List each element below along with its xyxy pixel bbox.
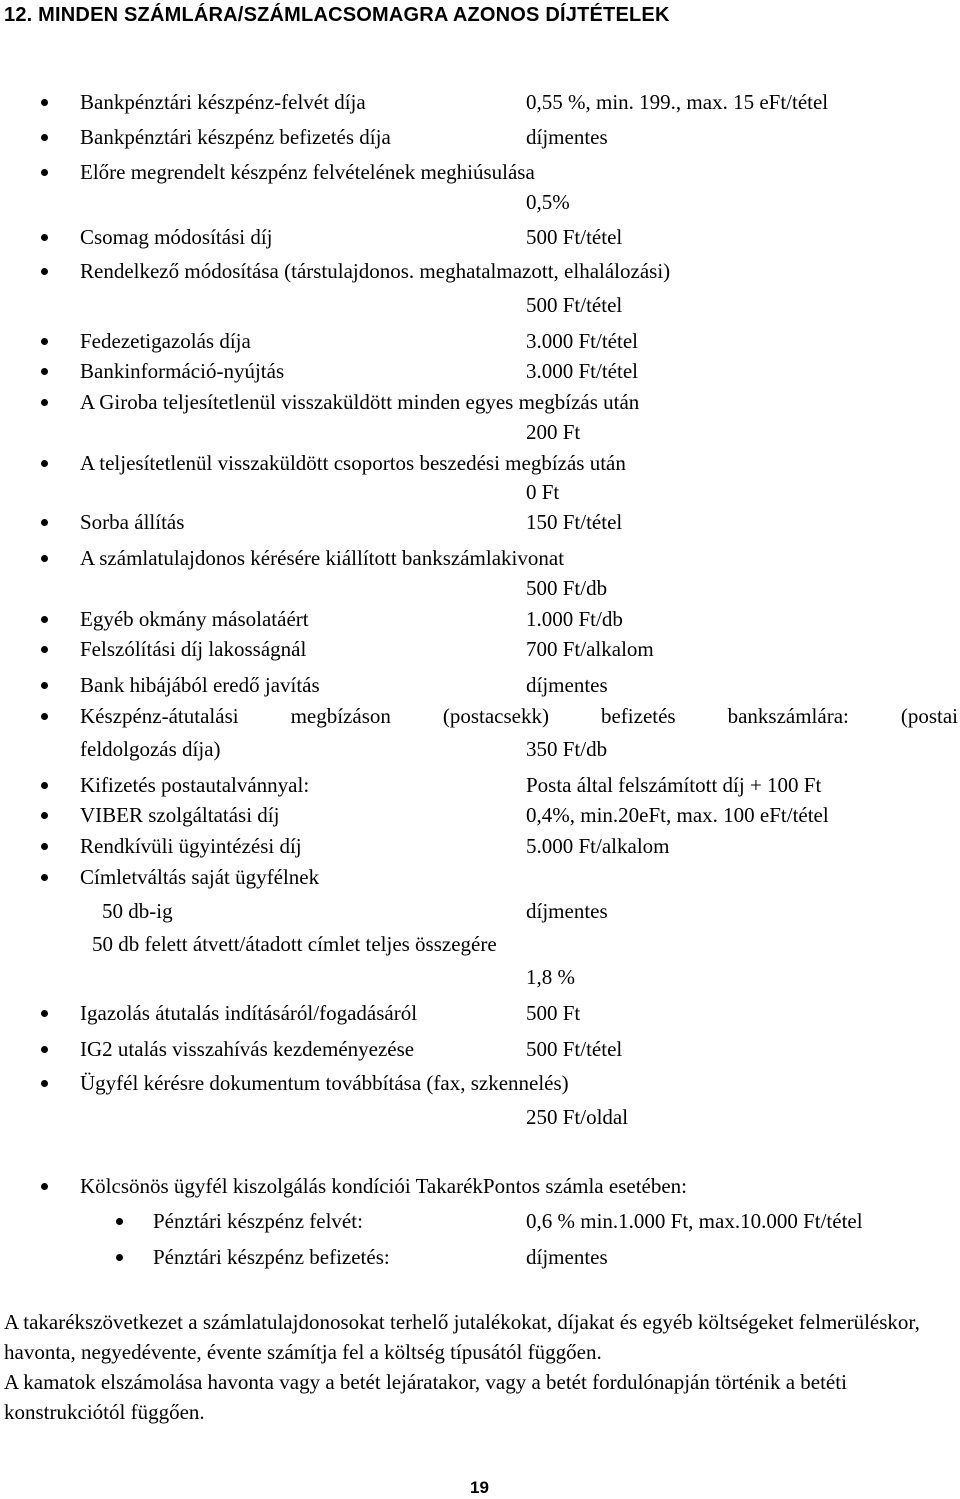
bullet xyxy=(41,1046,48,1053)
bullet xyxy=(41,555,48,562)
fee-value: 500 Ft/tétel xyxy=(526,225,623,249)
page-number: 19 xyxy=(470,1478,489,1497)
fee-label: Kölcsönös ügyfél kiszolgálás kondíciói TakarékPontos számla esetében: xyxy=(80,1174,688,1198)
fee-label: Sorba állítás xyxy=(80,510,185,534)
fee-value: Posta által felszámított díj + 100 Ft xyxy=(526,773,822,797)
bullet xyxy=(41,843,48,850)
fee-value: díjmentes xyxy=(526,125,608,149)
fee-charging-paragraph: A takarékszövetkezet a számlatulajdonosokat terhelő jutalékokat, díjakat és egyéb költségeket felmerüléskor, havonta, negyedévente, évente számítja fel a költség típusától függően. xyxy=(4,1310,920,1364)
fee-label-line2: feldolgozás díja) xyxy=(80,737,221,761)
fee-value: 0,4%, min.20eFt, max. 100 eFt/tétel xyxy=(526,803,829,827)
fee-label: Bankpénztári készpénz-felvét díja xyxy=(80,90,366,114)
fee-sub-value: díjmentes xyxy=(526,899,608,923)
fee-label: Egyéb okmány másolatáért xyxy=(80,607,309,631)
bullet xyxy=(41,874,48,881)
bullet xyxy=(41,1010,48,1017)
fee-value: 250 Ft/oldal xyxy=(526,1105,629,1129)
sub-bullet xyxy=(116,1218,123,1225)
fee-sub-label: Pénztári készpénz befizetés: xyxy=(153,1245,390,1269)
fee-sub-value: díjmentes xyxy=(526,1245,608,1269)
bullet xyxy=(41,338,48,345)
fee-label: VIBER szolgáltatási díj xyxy=(80,803,280,827)
fee-value: 0,5% xyxy=(526,190,570,214)
bullet xyxy=(41,1183,48,1190)
bullet xyxy=(41,519,48,526)
bullet xyxy=(41,234,48,241)
bullet xyxy=(41,134,48,141)
bullet xyxy=(41,616,48,623)
fee-label: Rendelkező módosítása (társtulajdonos. meghatalmazott, elhalálozási) xyxy=(80,259,671,283)
fee-label: Rendkívüli ügyintézési díj xyxy=(80,834,302,858)
bullet xyxy=(41,99,48,106)
fee-value: díjmentes xyxy=(526,673,608,697)
bullet xyxy=(41,682,48,689)
fee-label: Csomag módosítási díj xyxy=(80,225,273,249)
bullet xyxy=(41,1080,48,1087)
fee-value: 0 Ft xyxy=(526,480,560,504)
section-heading: 12. MINDEN SZÁMLÁRA/SZÁMLACSOMAGRA AZONOS DÍJTÉTELEK xyxy=(4,4,670,26)
fee-value: 350 Ft/db xyxy=(526,737,608,761)
fee-label: Ügyfél kérésre dokumentum továbbítása (fax, szkennelés) xyxy=(80,1071,569,1095)
fee-label: Felszólítási díj lakosságnál xyxy=(80,637,307,661)
fee-label: A Giroba teljesítetlenül visszaküldött minden egyes megbízás után xyxy=(80,390,640,414)
fee-label: A teljesítetlenül visszaküldött csoportos beszedési megbízás után xyxy=(80,451,626,475)
fee-label: Bankpénztári készpénz befizetés díja xyxy=(80,125,391,149)
fee-sub-value: 1,8 % xyxy=(526,965,575,989)
fee-value: 1.000 Ft/db xyxy=(526,607,623,631)
fee-value: 3.000 Ft/tétel xyxy=(526,329,638,353)
fee-value: 200 Ft xyxy=(526,420,581,444)
bullet xyxy=(41,646,48,653)
fee-sub-value: 0,6 % min.1.000 Ft, max.10.000 Ft/tétel xyxy=(526,1209,863,1233)
fee-label: Bank hibájából eredő javítás xyxy=(80,673,320,697)
fee-label-line1: Készpénz-átutalási megbízáson (postacsekk) befizetés bankszámlára: (postai xyxy=(80,704,958,728)
bullet xyxy=(41,399,48,406)
bullet xyxy=(41,782,48,789)
fee-value: 3.000 Ft/tétel xyxy=(526,359,638,383)
fee-value: 700 Ft/alkalom xyxy=(526,637,654,661)
bullet xyxy=(41,268,48,275)
fee-sub-label: Pénztári készpénz felvét: xyxy=(153,1209,363,1233)
fee-sub-label: 50 db felett átvett/átadott címlet teljes összegére xyxy=(92,932,497,956)
fee-label: Igazolás átutalás indításáról/fogadásáról xyxy=(80,1001,418,1025)
interest-paragraph: A kamatok elszámolása havonta vagy a betét lejáratakor, vagy a betét fordulónapján történik a betéti konstrukciótól függően. xyxy=(4,1370,847,1424)
fee-label: Fedezetigazolás díja xyxy=(80,329,251,353)
fee-label: IG2 utalás visszahívás kezdeményezése xyxy=(80,1037,415,1061)
bullet xyxy=(41,169,48,176)
fee-value: 500 Ft/tétel xyxy=(526,1037,623,1061)
fee-value: 0,55 %, min. 199., max. 15 eFt/tétel xyxy=(526,90,829,114)
fee-value: 500 Ft xyxy=(526,1001,581,1025)
fee-label: Bankinformáció-nyújtás xyxy=(80,359,285,383)
fee-label: Kifizetés postautalvánnyal: xyxy=(80,773,310,797)
fee-value: 150 Ft/tétel xyxy=(526,510,623,534)
fee-value: 5.000 Ft/alkalom xyxy=(526,834,670,858)
fee-value: 500 Ft/db xyxy=(526,576,608,600)
fee-sub-label: 50 db-ig xyxy=(102,899,173,923)
bullet xyxy=(41,460,48,467)
bullet xyxy=(41,713,48,720)
fee-label: Címletváltás saját ügyfélnek xyxy=(80,865,320,889)
bullet xyxy=(41,368,48,375)
fee-value: 500 Ft/tétel xyxy=(526,293,623,317)
fee-label: Előre megrendelt készpénz felvételének meghiúsulása xyxy=(80,160,535,184)
bullet xyxy=(41,812,48,819)
sub-bullet xyxy=(116,1254,123,1261)
fee-label: A számlatulajdonos kérésére kiállított bankszámlakivonat xyxy=(80,546,565,570)
